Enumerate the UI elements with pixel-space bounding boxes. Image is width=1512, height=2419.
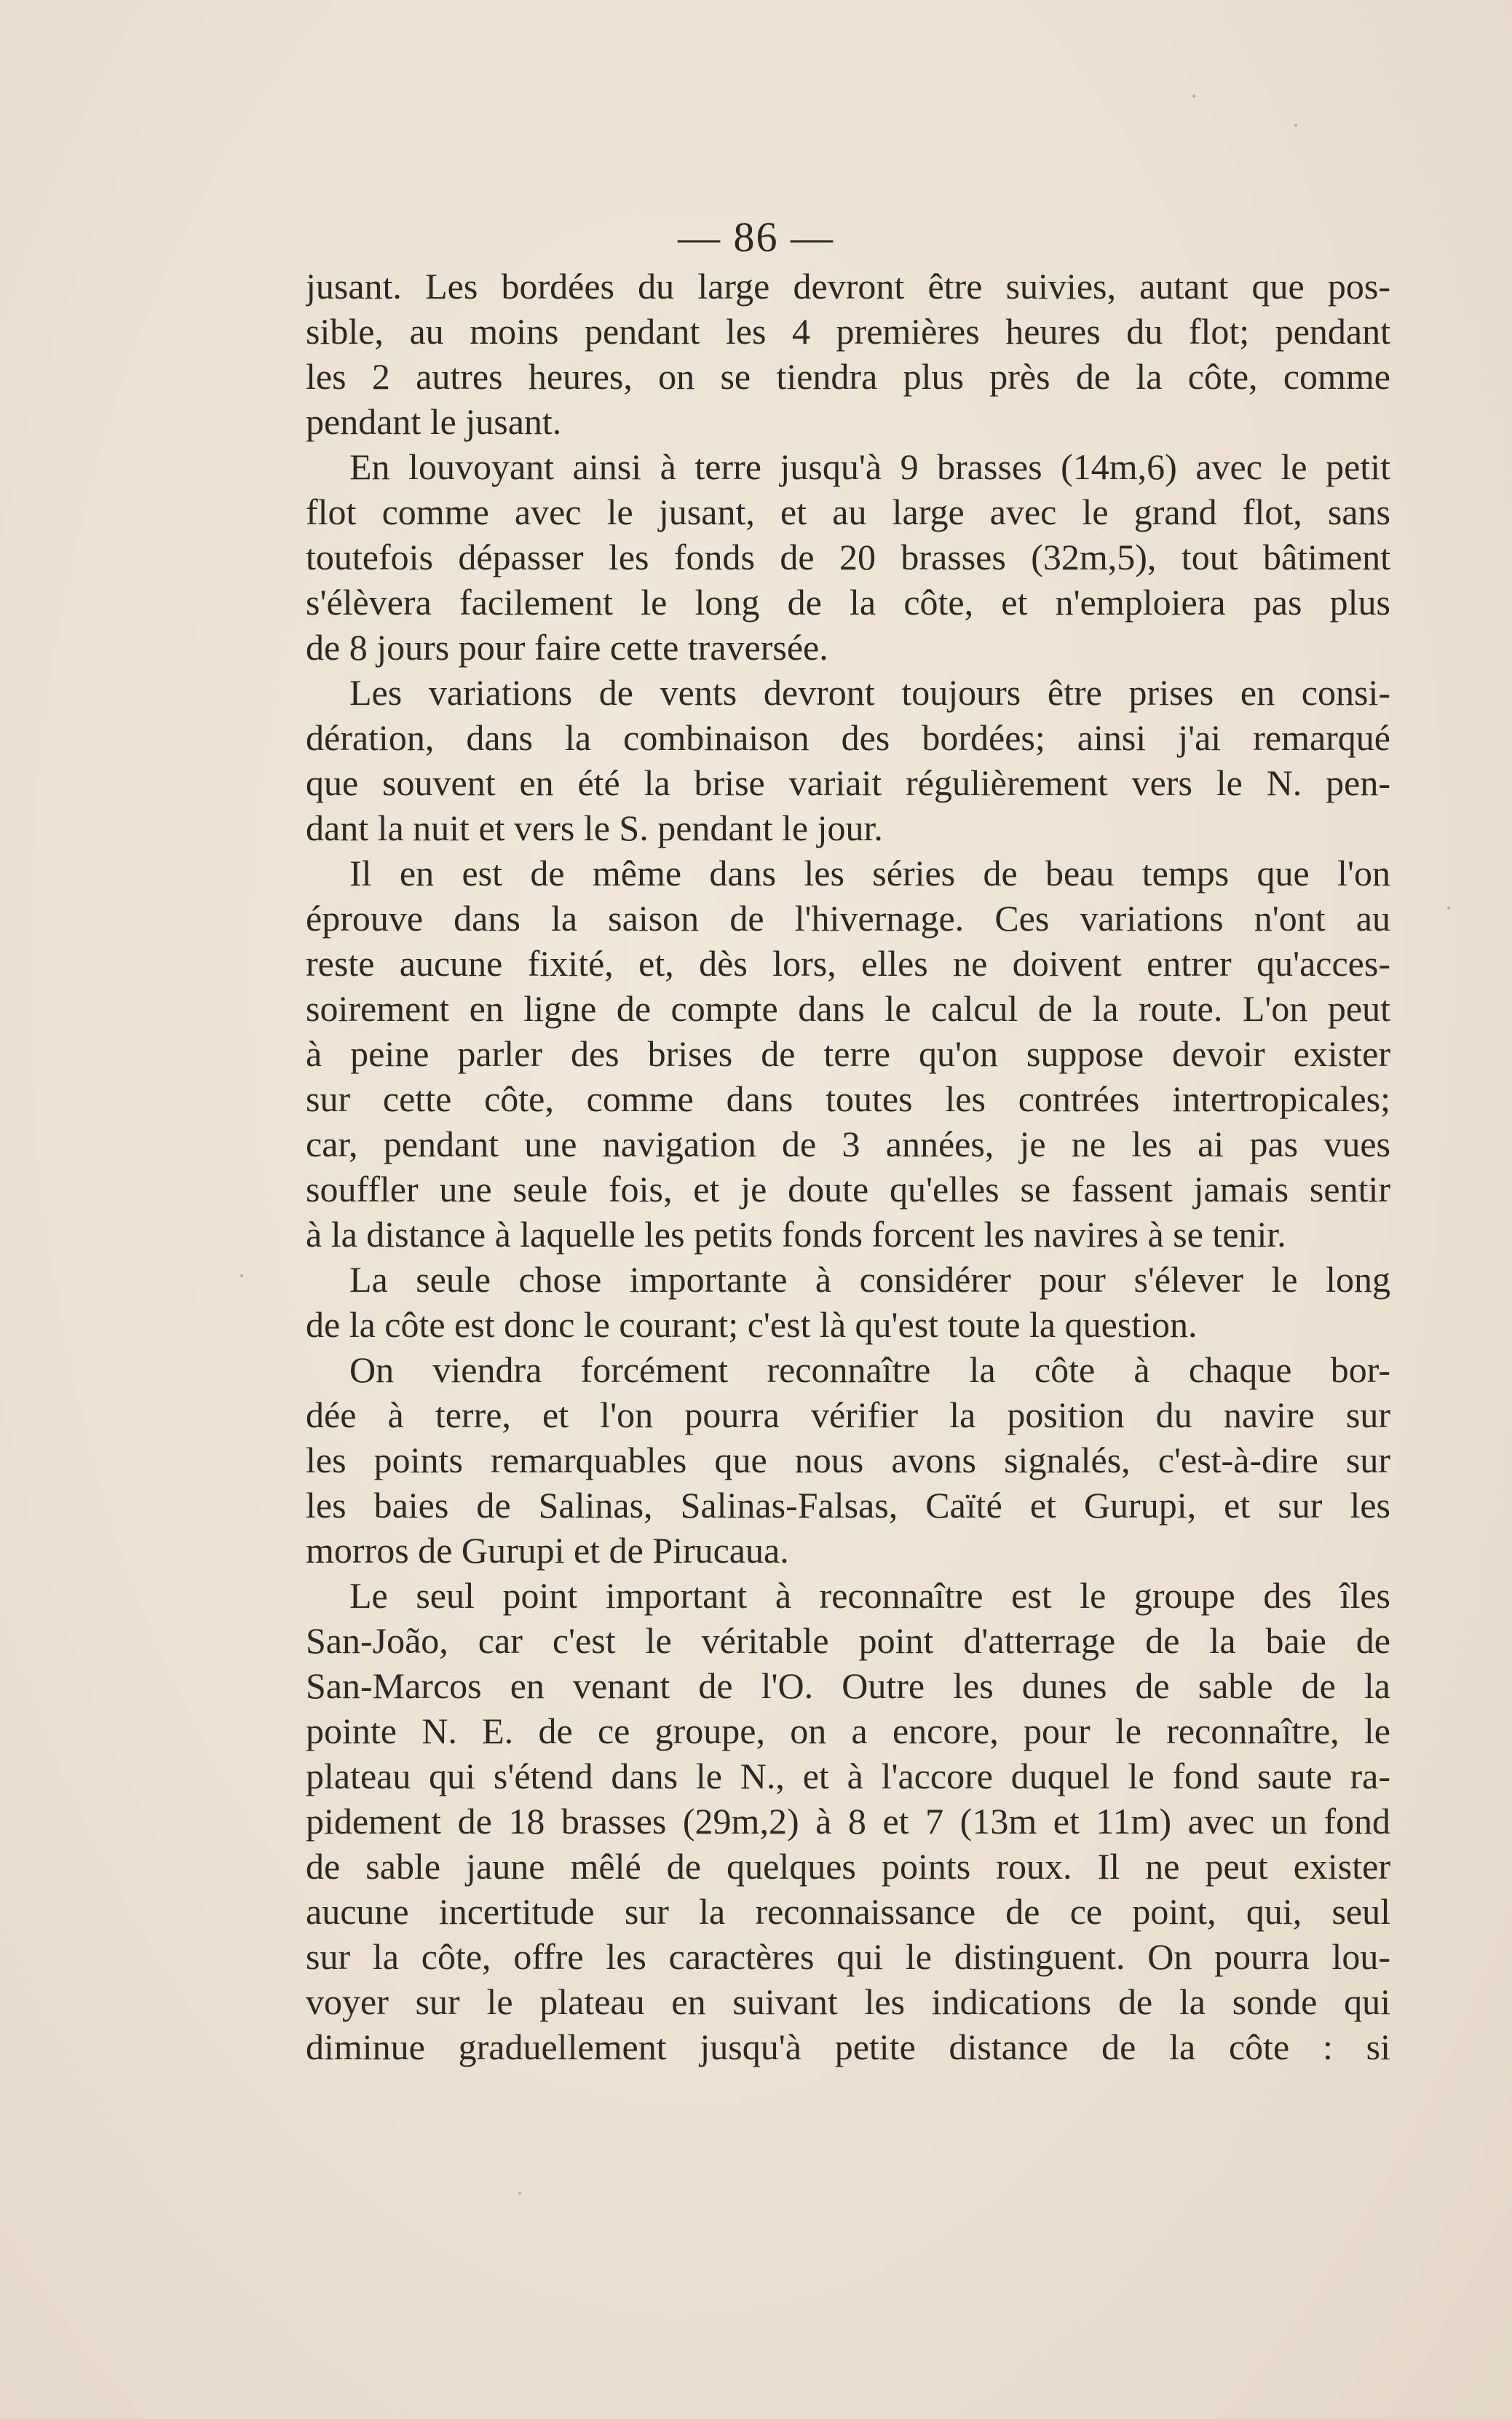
text-line: les points remarquables que nous avons signalés, c'est-à-dire sur (306, 1440, 1390, 1480)
text-line: éprouve dans la saison de l'hivernage. Ces variations n'ont au (306, 898, 1390, 939)
text-line: plateau qui s'étend dans le N., et à l'accore duquel le fond saute ra- (306, 1756, 1390, 1796)
text-line: aucune incertitude sur la reconnaissance de ce point, qui, seul (306, 1891, 1390, 1932)
body-text (306, 264, 1390, 2069)
page-number: — 86 — (678, 213, 834, 261)
text-line: à peine parler des brises de terre qu'on suppose devoir exister (306, 1033, 1390, 1074)
text-line: dée à terre, et l'on pourra vérifier la position du navire sur (306, 1394, 1390, 1435)
text-line: La seule chose importante à considérer pour s'élever le long (349, 1259, 1390, 1300)
text-line: à la distance à laquelle les petits fonds forcent les navires à se tenir. (306, 1214, 1286, 1255)
text-line: de la côte est donc le courant; c'est là qu'est toute la question. (306, 1304, 1198, 1345)
text-line: pendant le jusant. (306, 401, 562, 442)
paper-speck (1192, 95, 1195, 98)
paper-speck (240, 1274, 243, 1277)
text-line: que souvent en été la brise variait régulièrement vers le N. pen- (306, 762, 1390, 803)
paper-speck (1294, 124, 1297, 127)
text-line: sur cette côte, comme dans toutes les contrées intertropicales; (306, 1078, 1390, 1119)
text-line: car, pendant une navigation de 3 années, je ne les ai pas vues (306, 1124, 1390, 1164)
text-line: souffler une seule fois, et je doute qu'elles se fassent jamais sentir (306, 1169, 1390, 1210)
text-line: reste aucune fixité, et, dès lors, elles ne doivent entrer qu'acces- (306, 943, 1390, 984)
text-line: de 8 jours pour faire cette traversée. (306, 627, 828, 668)
text-line: pointe N. E. de ce groupe, on a encore, pour le reconnaître, le (306, 1710, 1390, 1751)
text-line: flot comme avec le jusant, et au large avec le grand flot, sans (306, 492, 1390, 532)
text-line: de sable jaune mêlé de quelques points roux. Il ne peut exister (306, 1846, 1390, 1887)
text-line: sible, au moins pendant les 4 premières heures du flot; pendant (306, 311, 1390, 352)
paper-speck (1447, 907, 1450, 909)
text-line: les baies de Salinas, Salinas-Falsas, Caïté et Gurupi, et sur les (306, 1485, 1390, 1526)
text-line: dant la nuit et vers le S. pendant le jour. (306, 808, 883, 848)
text-line: toutefois dépasser les fonds de 20 brasses (32m,5), tout bâtiment (306, 537, 1390, 577)
text-line: En louvoyant ainsi à terre jusqu'à 9 brasses (14m,6) avec le petit (349, 446, 1390, 487)
text-line: San-João, car c'est le véritable point d'atterrage de la baie de (306, 1620, 1390, 1661)
text-line: s'élèvera facilement le long de la côte, et n'emploiera pas plus (306, 582, 1390, 623)
text-line: morros de Gurupi et de Pirucaua. (306, 1530, 789, 1571)
text-line: pidement de 18 brasses (29m,2) à 8 et 7 (13m et 11m) avec un fond (306, 1801, 1390, 1842)
text-line: soirement en ligne de compte dans le calcul de la route. L'on peut (306, 988, 1390, 1029)
text-line: Le seul point important à reconnaître est le groupe des îles (349, 1575, 1390, 1616)
text-line: dération, dans la combinaison des bordées; ainsi j'ai remarqué (306, 717, 1390, 758)
text-line: voyer sur le plateau en suivant les indications de la sonde qui (306, 1981, 1390, 2022)
text-line: jusant. Les bordées du large devront être suivies, autant que pos- (306, 266, 1390, 307)
text-line: les 2 autres heures, on se tiendra plus près de la côte, comme (306, 356, 1390, 397)
text-line: Les variations de vents devront toujours être prises en consi- (349, 672, 1390, 713)
paper-speck (518, 2192, 521, 2195)
text-line: sur la côte, offre les caractères qui le distinguent. On pourra lou- (306, 1936, 1390, 1977)
text-line: On viendra forcément reconnaître la côte à chaque bor- (349, 1349, 1390, 1390)
text-line: Il en est de même dans les séries de beau temps que l'on (349, 853, 1390, 893)
text-line: San-Marcos en venant de l'O. Outre les dunes de sable de la (306, 1665, 1390, 1706)
text-line: diminue graduellement jusqu'à petite distance de la côte : si (306, 2027, 1390, 2067)
